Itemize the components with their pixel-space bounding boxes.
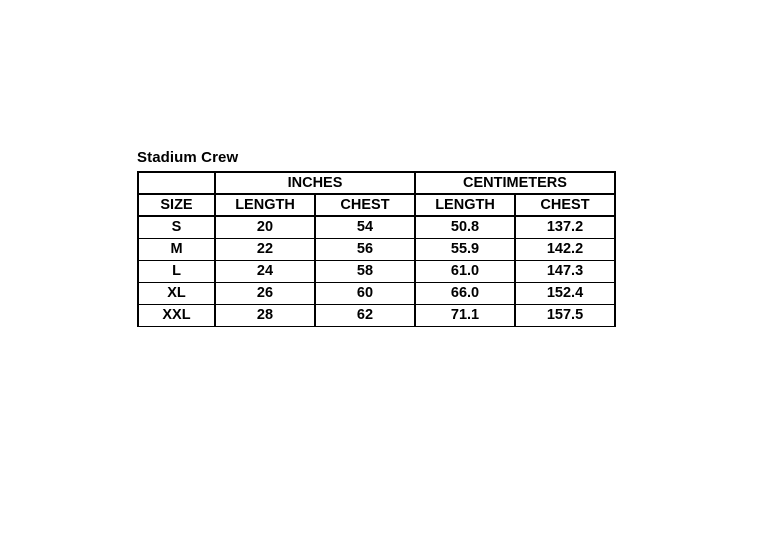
- cell-cm-length: 71.1: [415, 304, 515, 326]
- size-chart-body: [138, 216, 615, 326]
- cell-inches-length: 26: [215, 282, 315, 304]
- cell-cm-length: 50.8: [415, 216, 515, 238]
- size-row-m: [138, 238, 615, 260]
- unit-header-row: [138, 172, 615, 194]
- unit-header-inches: INCHES: [215, 172, 415, 194]
- unit-header-centimeters: CENTIMETERS: [415, 172, 615, 194]
- column-header-inches-length: LENGTH: [215, 194, 315, 216]
- size-row-xxl: [138, 304, 615, 326]
- cell-inches-length: 28: [215, 304, 315, 326]
- size-chart: [137, 149, 616, 327]
- cell-cm-chest: 147.3: [515, 260, 615, 282]
- cell-inches-chest: 54: [315, 216, 415, 238]
- cell-size: L: [138, 260, 215, 282]
- column-header-cm-length: LENGTH: [415, 194, 515, 216]
- cell-size: M: [138, 238, 215, 260]
- cell-size: XL: [138, 282, 215, 304]
- size-row-s: [138, 216, 615, 238]
- size-row-xl: [138, 282, 615, 304]
- size-chart-title: Stadium Crew: [137, 149, 239, 166]
- column-header-row: [138, 194, 615, 216]
- cell-inches-length: 20: [215, 216, 315, 238]
- cell-inches-chest: 56: [315, 238, 415, 260]
- cell-cm-chest: 142.2: [515, 238, 615, 260]
- cell-size: XXL: [138, 304, 215, 326]
- cell-cm-chest: 152.4: [515, 282, 615, 304]
- corner-empty-cell: [138, 172, 215, 194]
- column-header-cm-chest: CHEST: [515, 194, 615, 216]
- cell-cm-length: 61.0: [415, 260, 515, 282]
- cell-inches-chest: 58: [315, 260, 415, 282]
- cell-inches-length: 22: [215, 238, 315, 260]
- cell-inches-chest: 60: [315, 282, 415, 304]
- cell-cm-length: 66.0: [415, 282, 515, 304]
- column-header-size: SIZE: [138, 194, 215, 216]
- cell-size: S: [138, 216, 215, 238]
- cell-inches-chest: 62: [315, 304, 415, 326]
- cell-cm-length: 55.9: [415, 238, 515, 260]
- column-header-inches-chest: CHEST: [315, 194, 415, 216]
- size-chart-table: [137, 171, 616, 327]
- cell-cm-chest: 137.2: [515, 216, 615, 238]
- cell-inches-length: 24: [215, 260, 315, 282]
- size-row-l: [138, 260, 615, 282]
- cell-cm-chest: 157.5: [515, 304, 615, 326]
